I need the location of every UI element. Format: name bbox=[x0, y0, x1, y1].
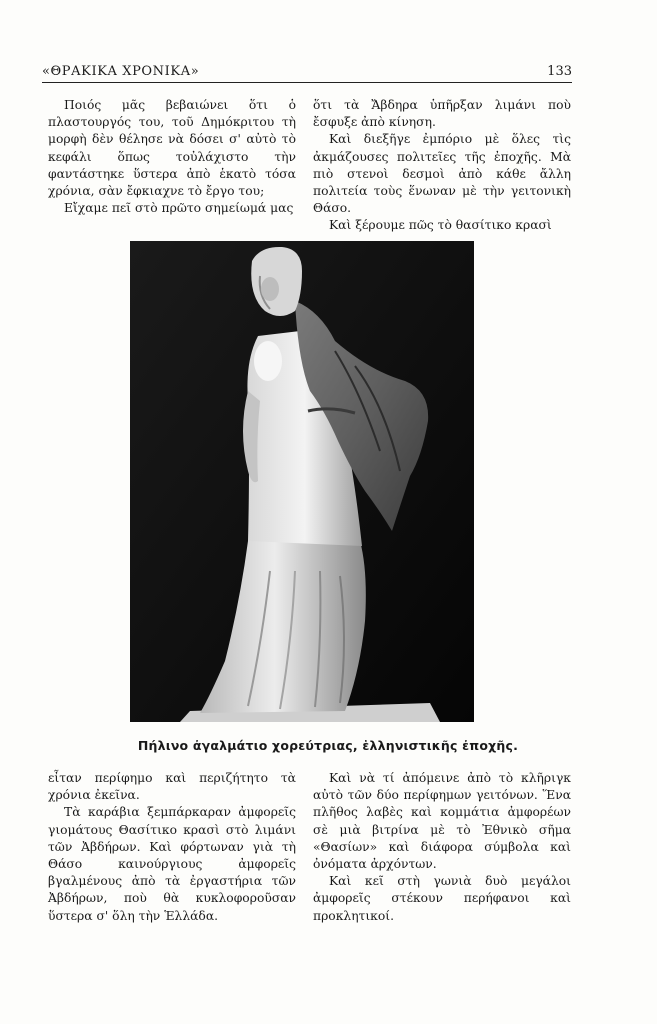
text-column-top-left bbox=[48, 97, 296, 217]
journal-title: «ΘΡΑΚΙΚΑ ΧΡΟΝΙΚΑ» bbox=[42, 64, 200, 79]
running-header bbox=[42, 64, 572, 83]
text-column-top-right bbox=[313, 97, 571, 235]
statuette-image bbox=[130, 241, 474, 722]
paragraph: Καὶ διεξῆγε ἐμπόριο μὲ ὅλες τὶς ἀκμάζουσες πολιτεῖες τῆς ἐποχῆς. Μὰ πιὸ στενοὶ δεσμοὶ ἀπὸ κάθε ἄλλη πολιτεία τοὺς ἕνωναν μὲ τὴν γειτονικὴ Θάσο. bbox=[313, 132, 571, 216]
text-column-bottom-left bbox=[48, 770, 296, 925]
text-column-bottom-right bbox=[313, 770, 571, 925]
paragraph: Τὰ καράβια ξεμπάρκαραν ἀμφορεῖς γιομάτους Θασίτικο κρασὶ στὸ λιμάνι τῶν Ἀβδήρων. Καὶ φόρτωναν γιὰ τὴ Θάσο καινούργιους ἀμφορεῖς βγαλμένους ἀπὸ τὰ ἐργαστήρια τῶν Ἀβδήρων, ποὺ θὰ κυκλοφοροῦσαν ὕστερα σ' ὅλη τὴν Ἑλλάδα. bbox=[48, 805, 296, 923]
paragraph: Ποιός μᾶς βεβαιώνει ὅτι ὁ πλαστουργός του, τοῦ Δημόκριτου τὴ μορφὴ δὲν θέλησε νὰ δόσει σ' αὐτὸ τὸ κεφάλι ὅπως τοὐλάχιστο τὴν φαντάστηκε ὕστερα ἀπὸ ἑκατὸ τόσα χρόνια, σὰν ἔφκιαχνε τὸ ἔργο του; bbox=[48, 98, 296, 199]
paragraph: Καὶ ξέρουμε πῶς τὸ θασίτικο κρασὶ bbox=[329, 218, 552, 233]
paragraph: Καὶ νὰ τί ἀπόμεινε ἀπὸ τὸ κλῆριγκ αὐτὸ τῶν δύο περίφημων γειτόνων. Ἕνα πλῆθος λαβὲς καὶ κομμάτια ἀμφορέων σὲ μιὰ βιτρίνα μὲ τὸ Ἐθνικὸ σῆμα «Θασίων» καὶ διάφορα σύμβολα καὶ ὀνόματα ἀρχόντων. bbox=[313, 771, 571, 872]
paragraph: εἶταν περίφημο καὶ περιζήτητο τὰ χρόνια ἐκεῖνα. bbox=[48, 771, 296, 803]
statuette-photograph bbox=[130, 241, 474, 722]
paragraph: Εἴχαμε πεῖ στὸ πρῶτο σημείωμά μας bbox=[64, 201, 294, 216]
paragraph: ὅτι τὰ Ἄβδηρα ὑπῆρξαν λιμάνι ποὺ ἔσφυξε ἀπὸ κίνηση. bbox=[313, 98, 571, 130]
paragraph: Καὶ κεῖ στὴ γωνιὰ δυὸ μεγάλοι ἀμφορεῖς στέκουν περήφανοι καὶ προκλητικοί. bbox=[313, 874, 571, 923]
page-number: 133 bbox=[547, 64, 572, 79]
figure-caption: Πήλινο ἀγαλμάτιο χορεύτριας, ἑλληνιστικῆς ἐποχῆς. bbox=[137, 738, 519, 753]
